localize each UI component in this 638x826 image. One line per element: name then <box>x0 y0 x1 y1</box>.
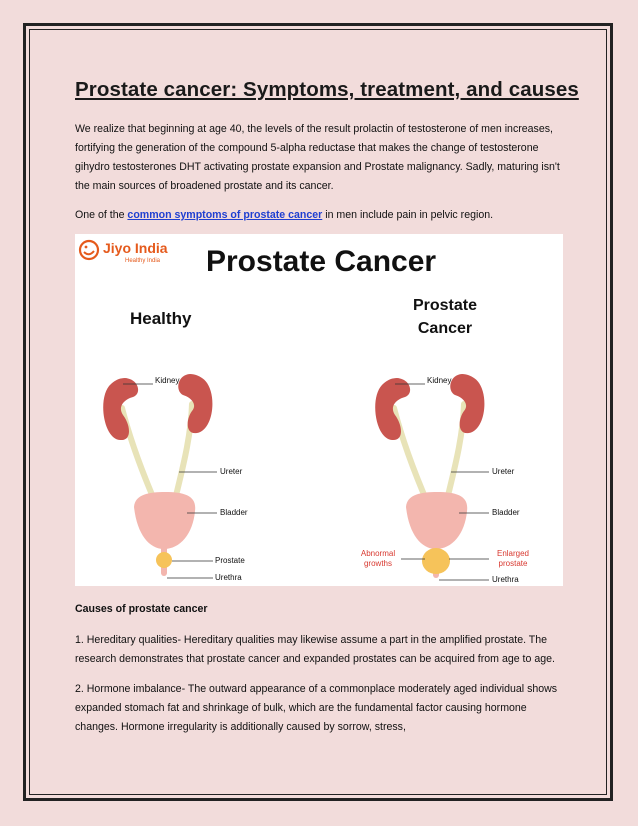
healthy-label: Healthy <box>130 309 192 328</box>
left-prostate <box>156 552 172 568</box>
abnormal-label-line1: Abnormal <box>360 549 396 558</box>
anatomy-illustration <box>75 234 563 586</box>
right-bladder-label: Bladder <box>492 508 520 517</box>
article-body <box>75 78 579 737</box>
logo-name: Jiyo India <box>103 240 168 256</box>
left-kidney-a <box>103 378 138 440</box>
healthy-urinary-system <box>103 374 248 582</box>
left-bladder <box>134 492 195 549</box>
logo-eye-icon <box>85 246 88 249</box>
cause-hormone: 2. Hormone imbalance- The outward appearance of a commonplace moderately aged individual shows expanded stomach fat and shrinkage of bulk, which are the fundamental factor causing hormone changes. Hormone irregularity is additionally caused by sorrow, stress, <box>75 683 558 733</box>
cancer-label-line1: Prostate <box>412 297 478 314</box>
left-bladder-label: Bladder <box>220 508 248 517</box>
jiyo-india-logo <box>80 240 168 264</box>
right-kidney-label: Kidney <box>427 376 452 385</box>
right-urethra-label: Urethra <box>492 575 519 584</box>
article-title: Prostate cancer: Symptoms, treatment, and causes <box>75 78 579 101</box>
logo-circle-icon <box>80 241 98 259</box>
left-kidney-label: Kidney <box>155 376 180 385</box>
right-enlarged-prostate <box>422 548 450 574</box>
left-kidney-b <box>178 374 212 433</box>
left-ureter-label: Ureter <box>220 467 243 476</box>
symptoms-suffix: in men include pain in pelvic region. <box>322 209 494 221</box>
symptoms-prefix: One of the <box>75 209 128 221</box>
right-kidney-b <box>450 374 484 433</box>
prostate-cancer-figure <box>75 234 563 586</box>
right-ureter-label: Ureter <box>492 467 515 476</box>
cancer-label-line2: Cancer <box>417 320 473 337</box>
right-kidney-a <box>375 378 410 440</box>
cause-hereditary: 1. Hereditary qualities- Hereditary qualities may likewise assume a part in the amplified prostate. The research demonstrates that prostate cancer and expanded prostates can be acquired from age to age. <box>75 634 555 665</box>
intro-paragraph: We realize that beginning at age 40, the levels of the result prolactin of testosterone of men increases, fortifying the generation of the compound 5-alpha reductase that makes the change of testosterone gihydro testosterones DHT activating prostate expansion and Prostate malignancy. Sadly, maturing isn't the main sources of broadened prostate and its cancer. <box>75 123 560 192</box>
symptoms-link[interactable]: common symptoms of prostate cancer <box>127 209 323 221</box>
left-urethra-label: Urethra <box>215 573 242 582</box>
logo-smile-icon <box>84 251 94 254</box>
abnormal-label-line2: growths <box>363 559 393 568</box>
symptoms-paragraph <box>75 206 565 225</box>
enlarged-label-line2: prostate <box>498 559 528 568</box>
right-bladder <box>406 492 467 549</box>
cancer-urinary-system <box>361 374 529 584</box>
logo-tagline: Healthy India <box>125 258 161 264</box>
causes-heading: Causes of prostate cancer <box>75 603 208 615</box>
figure-title: Prostate Cancer <box>206 245 437 278</box>
enlarged-label-line1: Enlarged <box>496 549 530 558</box>
left-prostate-label: Prostate <box>215 556 245 565</box>
